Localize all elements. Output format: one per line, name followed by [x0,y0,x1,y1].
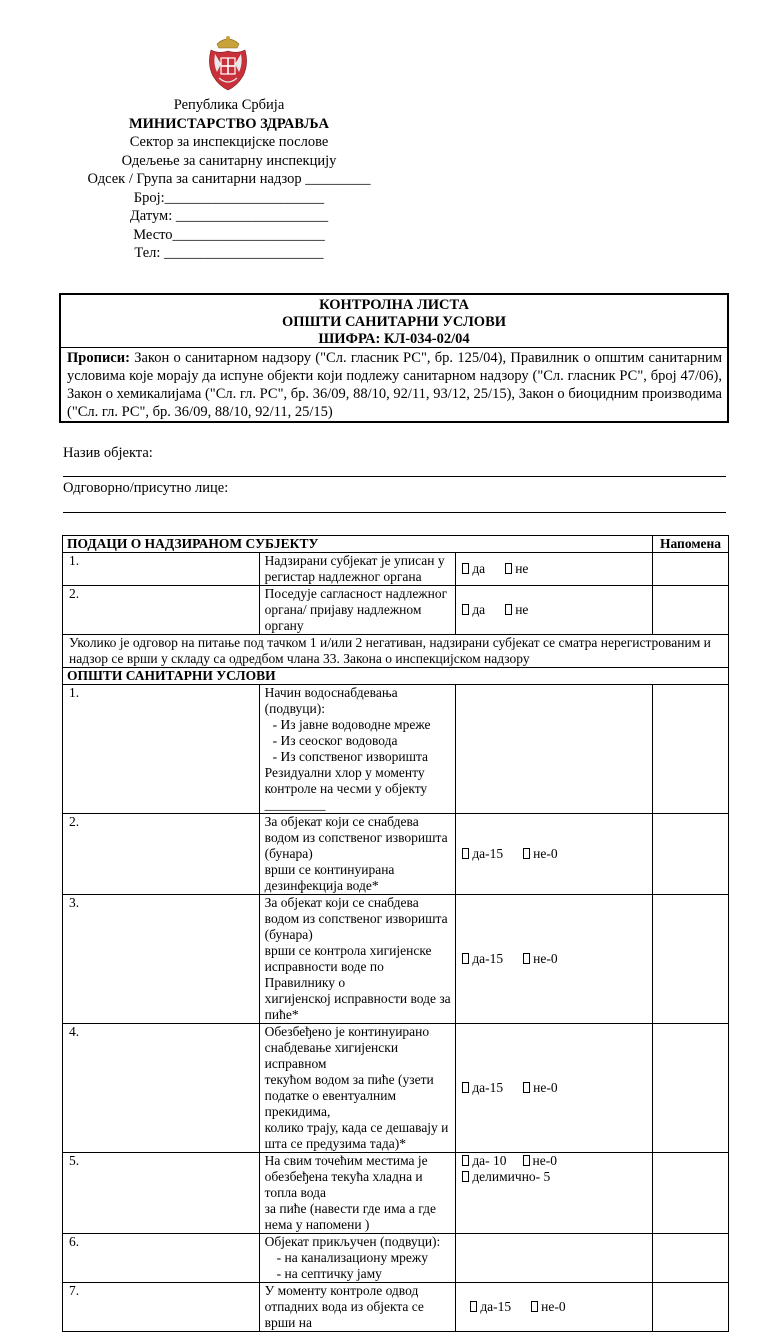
checkbox-yes[interactable] [462,848,469,859]
regulations-list: Закон о санитарном надзору ("Сл. гласник РС", бр. 125/04), Правилник о општим санитарним условима које морају да испуне објекти који подлежу санитарном надзору ("Сл. гласник РС", број 47/06), Закон о хемикалијама ("Сл. гл. РС", бр. 36/09, 88/10, 92/11, 93/12, 25/15), Закон о биоцидним производима ("Сл. гл. РС", бр. 36/09, 88/10, 92/11, 25/15) [67,350,722,420]
residual-chlorine-text: Резидуални хлор у моменту контроле на чесми у објекту [264,765,428,796]
checklist-subtitle: ОПШТИ САНИТАРНИ УСЛОВИ [281,314,507,330]
row-number: 1. [63,553,260,586]
table-row [63,586,729,635]
unit-name: Одсек / Група за санитарни надзор _________ [87,171,371,187]
coat-of-arms-icon [207,34,249,92]
question-line: За објекат који се снабдева водом из сопственог изворишта (бунара) [264,814,448,861]
checkbox-no[interactable] [505,563,512,574]
table-row [63,1024,729,1153]
question-text: Начин водоснабдевања (подвуци): [264,685,398,716]
checkbox-yes[interactable] [462,604,469,615]
note-cell[interactable] [653,586,729,635]
place-field: Место_____________________ [133,226,325,243]
option-no-label: не-0 [532,1153,558,1168]
note-cell[interactable] [653,1283,729,1332]
residual-chlorine-blank[interactable]: _________ [264,797,326,812]
option-no-label: не-0 [533,1080,558,1095]
note-cell[interactable] [653,1153,729,1234]
row-number: 7. [63,1283,260,1332]
checkbox-no[interactable] [523,1082,530,1093]
row-number: 1. [63,685,260,814]
question-line: врши се континуирана дезинфекција воде* [264,862,395,893]
question-text: Објекат прикључен (подвуци): [264,1234,441,1249]
answer-options [456,1153,653,1234]
checkbox-no[interactable] [523,1155,530,1166]
section-title-sanitary: ОПШТИ САНИТАРНИ УСЛОВИ [63,668,729,685]
checkbox-no[interactable] [523,848,530,859]
ministry-header [0,96,458,263]
regulations-text [61,348,727,421]
question-line: На свим точећим местима је обезбеђена текућа хладна и топла вода [264,1153,428,1200]
option-yes-label: да-15 [472,951,504,966]
ministry-name: МИНИСТАРСТВО ЗДРАВЉА [128,115,330,132]
table-row [63,1234,729,1283]
checkbox-no[interactable] [523,953,530,964]
checkbox-partial[interactable] [462,1171,469,1182]
row-question: Надзирани субјекат је уписан у регистар надлежног органа [259,553,456,586]
answer-options [456,1024,653,1153]
checkbox-yes[interactable] [462,1082,469,1093]
row-question: Поседује сагласност надлежног органа/ пријаву надлежном органу [259,586,456,635]
note-cell[interactable] [653,685,729,814]
checkbox-yes[interactable] [470,1301,477,1312]
option-septic-tank: - на септичку јаму [276,1266,382,1281]
table-row [63,685,729,814]
section-header-row [63,668,729,685]
phone-field: Тел: ______________________ [134,245,324,261]
responsible-person-line[interactable] [63,512,726,513]
note-cell[interactable] [653,1234,729,1283]
option-sewer: - на канализациону мрежу [276,1250,428,1265]
row-question [259,1153,456,1234]
responsible-person-label: Одговорно/присутно лице: [63,480,229,496]
question-line: хигијенској исправности воде за пиће* [264,991,451,1022]
note-cell[interactable] [653,1024,729,1153]
answer-options [456,814,653,895]
option-no-label: не [515,602,529,617]
answer-options [456,895,653,1024]
answer-cell[interactable] [456,1234,653,1283]
answer-options [456,586,653,635]
option-own-source: - Из сопственог изворишта [272,749,429,764]
option-no-label: не-0 [533,951,558,966]
object-name-line[interactable] [63,476,726,477]
option-yes-label: да [472,561,486,576]
regulations-label: Прописи: [67,350,130,366]
table-row [63,895,729,1024]
option-yes-label: да-15 [480,1299,512,1314]
row-question [259,1024,456,1153]
note-cell[interactable] [653,814,729,895]
notice-row [63,635,729,668]
section-header-row [63,536,729,553]
answer-cell[interactable] [456,685,653,814]
table-row [63,553,729,586]
row-question [259,1234,456,1283]
option-yes-label: да- 10 [472,1153,507,1168]
row-question [259,895,456,1024]
section-title-subject: ПОДАЦИ О НАДЗИРАНОМ СУБЈЕКТУ [63,536,653,553]
note-column-header: Напомена [653,536,729,553]
number-field: Број:______________________ [133,189,325,206]
checkbox-yes[interactable] [462,1155,469,1166]
republic-name: Република Србија [173,97,285,113]
note-cell[interactable] [653,553,729,586]
question-line: Обезбеђено је континуирано снабдевање хигијенски исправном [264,1024,430,1071]
row-number: 2. [63,814,260,895]
object-name-label: Назив објекта: [63,445,153,461]
checkbox-yes[interactable] [462,563,469,574]
answer-options [456,1283,653,1332]
checklist-code: ШИФРА: КЛ-034-02/04 [318,331,470,347]
row-number: 2. [63,586,260,635]
option-partial-label: делимично- 5 [472,1169,551,1184]
checklist-title: КОНТРОЛНА ЛИСТА [319,297,469,313]
checkbox-no[interactable] [531,1301,538,1312]
note-cell[interactable] [653,895,729,1024]
row-question: У моменту контроле одвод отпадних вода из објекта се врши на [259,1283,456,1332]
option-yes-label: да [472,602,486,617]
option-no-label: не [515,561,529,576]
table-row [63,1283,729,1332]
question-line: колико трају, када се дешавају и шта се предузима тада)* [264,1120,449,1151]
checklist-titles [61,295,727,348]
row-number: 5. [63,1153,260,1234]
option-yes-label: да-15 [472,846,504,861]
row-number: 3. [63,895,260,1024]
question-line: текућом водом за пиће (узети податке о евентуалним прекидима, [264,1072,434,1119]
row-question [259,685,456,814]
option-village-water: - Из сеоског водовода [272,733,398,748]
row-number: 6. [63,1234,260,1283]
question-line: За објекат који се снабдева водом из сопственог изворишта (бунара) [264,895,448,942]
question-line: врши се контрола хигијенске исправности воде по Правилнику о [264,943,432,990]
checklist-title-box [59,293,729,423]
question-line: за пиће (навести где има а где нема у напомени ) [264,1201,436,1232]
sector-name: Сектор за инспекцијске послове [129,134,329,150]
row-number: 4. [63,1024,260,1153]
row-question [259,814,456,895]
option-no-label: не-0 [541,1299,566,1314]
table-row [63,1153,729,1234]
registration-notice: Уколико је одговор на питање под тачком 1 и/или 2 негативан, надзирани субјекат се сматра нерегистрованим и надзор се врши у складу са одредбом члана 33. Закона о инспекцијском надзору [63,635,729,668]
department-name: Одељење за санитарну инспекцију [121,152,337,169]
checkbox-no[interactable] [505,604,512,615]
date-field: Датум: _____________________ [129,208,329,224]
option-yes-label: да-15 [472,1080,504,1095]
option-no-label: не-0 [533,846,558,861]
checklist-table [62,535,729,1332]
option-public-water: - Из јавне водоводне мреже [272,717,431,732]
answer-options [456,553,653,586]
checkbox-yes[interactable] [462,953,469,964]
table-row [63,814,729,895]
